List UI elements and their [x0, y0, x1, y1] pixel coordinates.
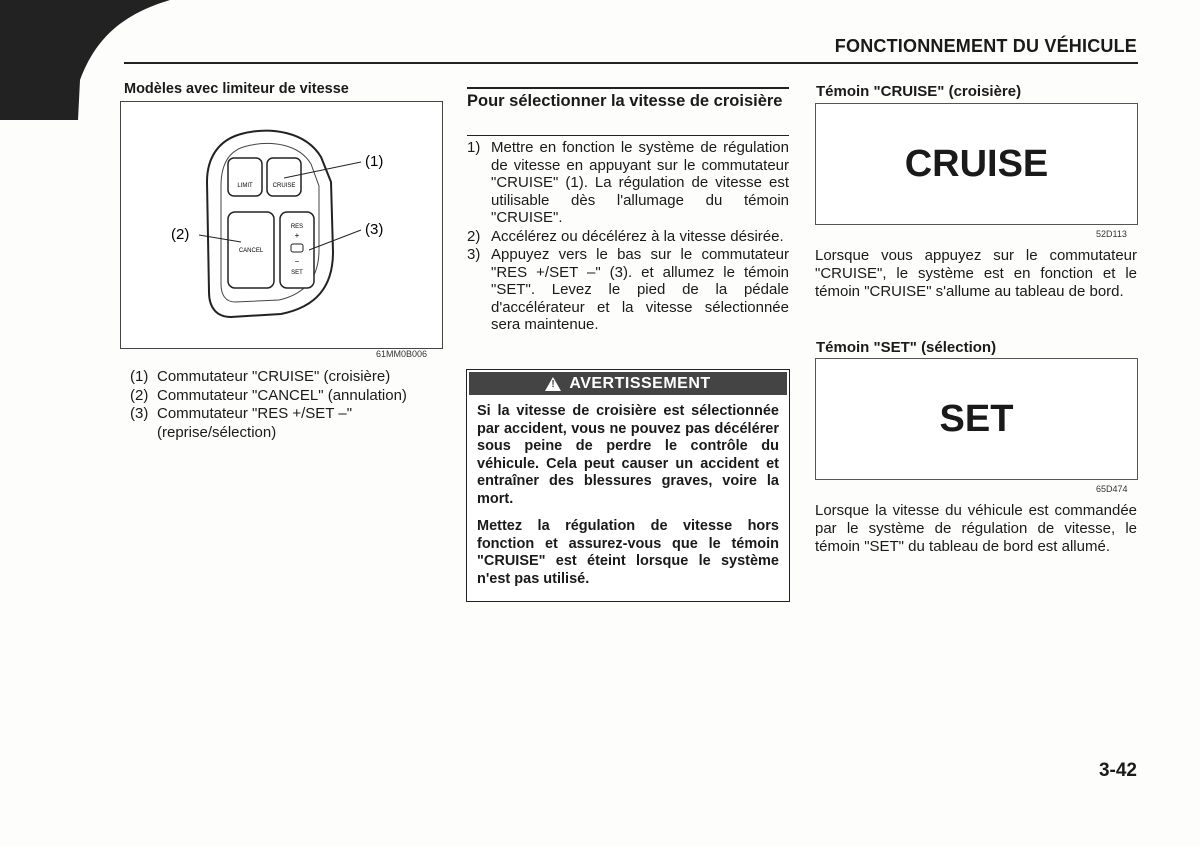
step-item [467, 228, 789, 246]
figure-legend [130, 368, 407, 442]
warning-header [469, 372, 787, 395]
step-item [467, 246, 789, 334]
set-indicator-text: SET [939, 397, 1014, 440]
warning-paragraph: Mettez la régulation de vitesse hors fonction et assurez-vous que le témoin "CRUISE" est éteint lorsque le système n'est pas utilisé. [477, 518, 779, 587]
step-text: Appuyez vers le bas sur le commutateur "RES +/SET –" (3). et allumez le témoin "SET". Levez le pied de la pédale d'accélérateur et la vitesse sélectionnée sera maintenue. [491, 246, 789, 333]
legend-text: Commutateur "CANCEL" (annulation) [157, 386, 407, 404]
set-figure-code: 65D474 [1096, 484, 1128, 494]
step-number: 1) [467, 139, 481, 156]
header-rule [124, 62, 1138, 64]
cruise-indicator-heading: Témoin "CRUISE" (croisière) [816, 83, 1022, 100]
legend-num: (2) [130, 386, 149, 404]
cruise-button-shape [267, 158, 301, 196]
warning-triangle-icon: ! [545, 377, 561, 391]
cruise-indicator-display [815, 103, 1138, 225]
limit-label: LIMIT [237, 183, 253, 189]
step-number: 2) [467, 227, 481, 245]
legend-num: (1) [130, 368, 149, 385]
callout-3: (3) [365, 221, 384, 238]
legend-text: Commutateur "CRUISE" (croisière) [157, 368, 391, 385]
callout-2: (2) [171, 226, 190, 243]
warning-title: AVERTISSEMENT [569, 374, 711, 392]
legend-item [130, 387, 407, 406]
section-rule-bottom [467, 135, 789, 136]
plus-label: + [294, 231, 300, 240]
page-number: 3-42 [1098, 760, 1137, 781]
step-text: Accélérez ou décélérez à la vitesse désirée. [491, 227, 784, 245]
steering-switch-figure [120, 101, 443, 349]
cruise-figure-code: 52D113 [1096, 229, 1127, 239]
warning-body [467, 397, 789, 588]
res-label: RES [290, 224, 304, 230]
set-indicator-heading: Témoin "SET" (sélection) [816, 339, 997, 356]
minus-label: − [294, 257, 300, 266]
steps-list [467, 139, 789, 335]
left-heading: Modèles avec limiteur de vitesse [124, 81, 349, 97]
limit-button-shape [228, 158, 262, 196]
step-text: Mettre en fonction le système de régulation de vitesse en appuyant sur le commutateur "CRUISE" (1). La régulation de vitesse est utilisable dès l'allumage du témoin "CRUISE". [491, 139, 789, 226]
warning-box [466, 369, 790, 602]
step-item [467, 139, 789, 227]
cancel-label: CANCEL [238, 248, 264, 254]
legend-item [130, 405, 407, 442]
legend-num: (3) [130, 405, 149, 422]
steering-switch-illustration [121, 102, 442, 348]
callout-1: (1) [365, 153, 384, 170]
section-rule-top [467, 87, 789, 89]
warning-paragraph: Si la vitesse de croisière est sélectionnée par accident, vous ne pouvez pas décélérer sous peine de perdre le contrôle du véhicule. Cela peut causer un accident et entraîner des blessures graves, voire la mort. [477, 403, 779, 507]
set-label: SET [291, 270, 303, 276]
step-number: 3) [467, 246, 481, 263]
cruise-indicator-text: CRUISE [904, 142, 1049, 185]
legend-item [130, 368, 407, 387]
set-description: Lorsque la vitesse du véhicule est commandée par le système de régulation de vitesse, le témoin "SET" du tableau de bord est allumé. [815, 502, 1137, 555]
set-indicator-display [815, 358, 1138, 480]
middle-heading: Pour sélectionner la vitesse de croisière [467, 92, 783, 110]
figure-code: 61MM0B006 [376, 349, 428, 359]
cruise-description: Lorsque vous appuyez sur le commutateur "CRUISE", le système est en fonction et le témoin "CRUISE" s'allume au tableau de bord. [815, 247, 1137, 300]
cruise-label: CRUISE [272, 183, 296, 189]
legend-text: Commutateur "RES +/SET –" (reprise/sélection) [157, 405, 353, 441]
section-header-title: FONCTIONNEMENT DU VÉHICULE [834, 36, 1137, 56]
